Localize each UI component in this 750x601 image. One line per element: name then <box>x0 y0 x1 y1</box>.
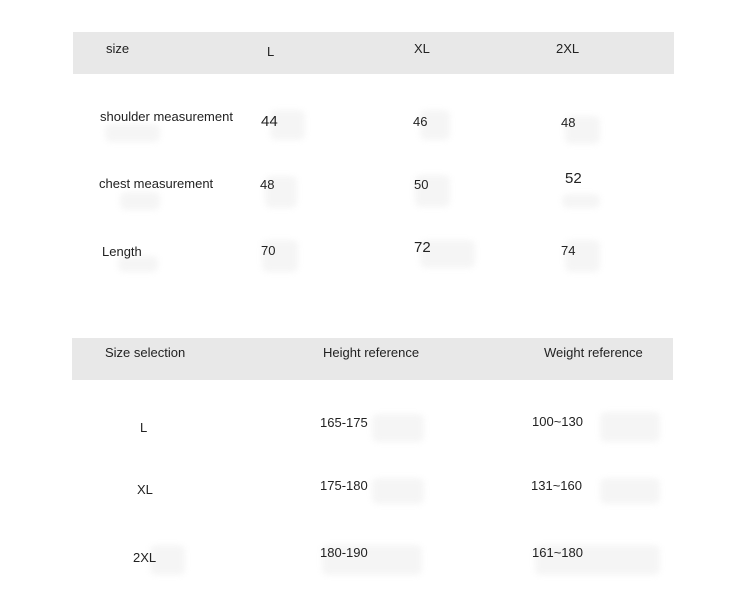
shoulder-value-l: 44 <box>261 113 278 130</box>
size-header-2xl: 2XL <box>556 41 580 56</box>
chest-value-xl: 50 <box>414 177 429 192</box>
reference-height-xl: 175-180 <box>320 478 368 493</box>
size-table-header-band <box>73 32 674 74</box>
length-value-l: 70 <box>261 243 276 258</box>
shoulder-value-xl: 46 <box>413 114 428 129</box>
watermark-smudge <box>120 192 160 210</box>
size-header-l: L <box>267 44 275 59</box>
reference-header-height: Height reference <box>323 345 420 360</box>
watermark-smudge <box>600 478 660 504</box>
shoulder-value-2xl: 48 <box>561 115 576 130</box>
reference-size-2xl: 2XL <box>133 550 157 565</box>
watermark-smudge <box>562 194 600 208</box>
row-label-length: Length <box>102 244 142 259</box>
reference-header-weight: Weight reference <box>544 345 643 360</box>
reference-weight-l: 100~130 <box>532 414 583 429</box>
reference-weight-2xl: 161~180 <box>532 545 583 560</box>
chest-value-2xl: 52 <box>565 170 582 187</box>
length-value-xl: 72 <box>414 239 431 256</box>
size-header-label: size <box>106 41 130 56</box>
watermark-smudge <box>372 414 424 442</box>
watermark-smudge <box>372 478 424 504</box>
chest-value-l: 48 <box>260 177 275 192</box>
length-value-2xl: 74 <box>561 243 576 258</box>
watermark-smudge <box>600 412 660 442</box>
reference-weight-xl: 131~160 <box>531 478 582 493</box>
reference-height-l: 165-175 <box>320 415 368 430</box>
reference-header-size: Size selection <box>105 345 186 360</box>
row-label-shoulder: shoulder measurement <box>100 109 233 124</box>
reference-height-2xl: 180-190 <box>320 545 368 560</box>
reference-size-xl: XL <box>137 482 153 497</box>
row-label-chest: chest measurement <box>99 176 214 191</box>
reference-size-l: L <box>140 420 148 435</box>
size-header-xl: XL <box>414 41 430 56</box>
watermark-smudge <box>105 124 160 142</box>
